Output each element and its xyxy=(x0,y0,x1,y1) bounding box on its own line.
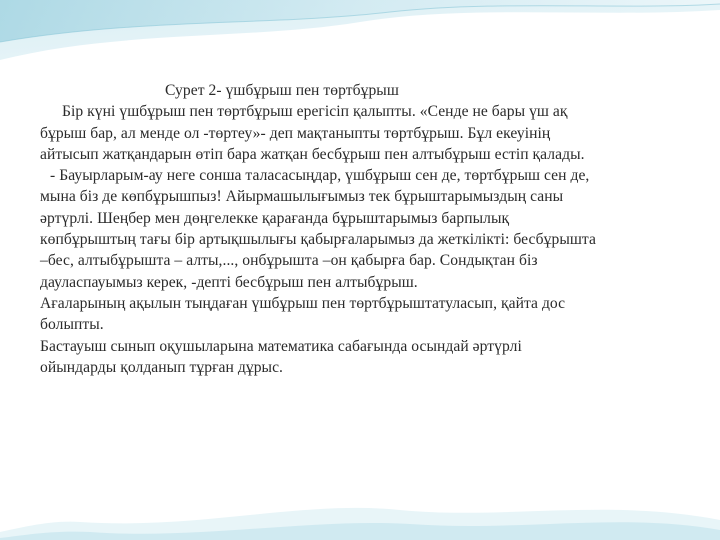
figure-caption: Сурет 2- үшбұрыш пен төртбұрыш xyxy=(165,82,399,99)
paragraph-line: - Бауырларым-ау неге сонша таласасыңдар, үшбұрыш сен де, төртбұрыш сен де, xyxy=(50,167,590,185)
paragraph-line: бұрыш бар, ал менде ол -төртеу»- деп мақтаныпты төртбұрыш. Бұл екеуінің xyxy=(40,124,551,142)
paragraph-line: көпбұрыштың тағы бір артықшылығы қабырғаларымыз да жеткілікті: бесбұрышта xyxy=(40,231,596,249)
paragraph-line: мына біз де көпбұрышпыз! Айырмашылығымыз тек бұрыштарымыздың саны xyxy=(40,188,564,206)
paragraph-line: Ағаларының ақылын тыңдаған үшбұрыш пен төртбұрыштатуласып, қайта дос xyxy=(40,294,566,312)
paragraph-line: айтысып жатқандарын өтіп бара жатқан бесбұрыш пен алтыбұрыш естіп қалады. xyxy=(40,145,585,163)
paragraph-line: Бастауыш сынып оқушыларына математика сабағында осындай әртүрлі xyxy=(40,337,522,355)
document-text xyxy=(40,80,700,378)
paragraph-line: дауласпауымыз керек, -депті бесбұрыш пен алтыбұрыш. xyxy=(40,273,418,291)
paragraph-line: ойындарды қолданып тұрған дұрыс. xyxy=(40,358,283,376)
paragraph-line: –бес, алтыбұрышта – алты,..., онбұрышта –он қабырға бар. Сондықтан біз xyxy=(40,252,538,270)
paragraph-line: Бір күні үшбұрыш пен төртбұрыш ерегісіп қалыпты. «Сенде не бары үш ақ xyxy=(62,103,568,121)
paragraph-line: әртүрлі. Шеңбер мен дөңгелекке қарағанда бұрыштарымыз барпылық xyxy=(40,209,510,227)
paragraph-line: болыпты. xyxy=(40,316,104,334)
